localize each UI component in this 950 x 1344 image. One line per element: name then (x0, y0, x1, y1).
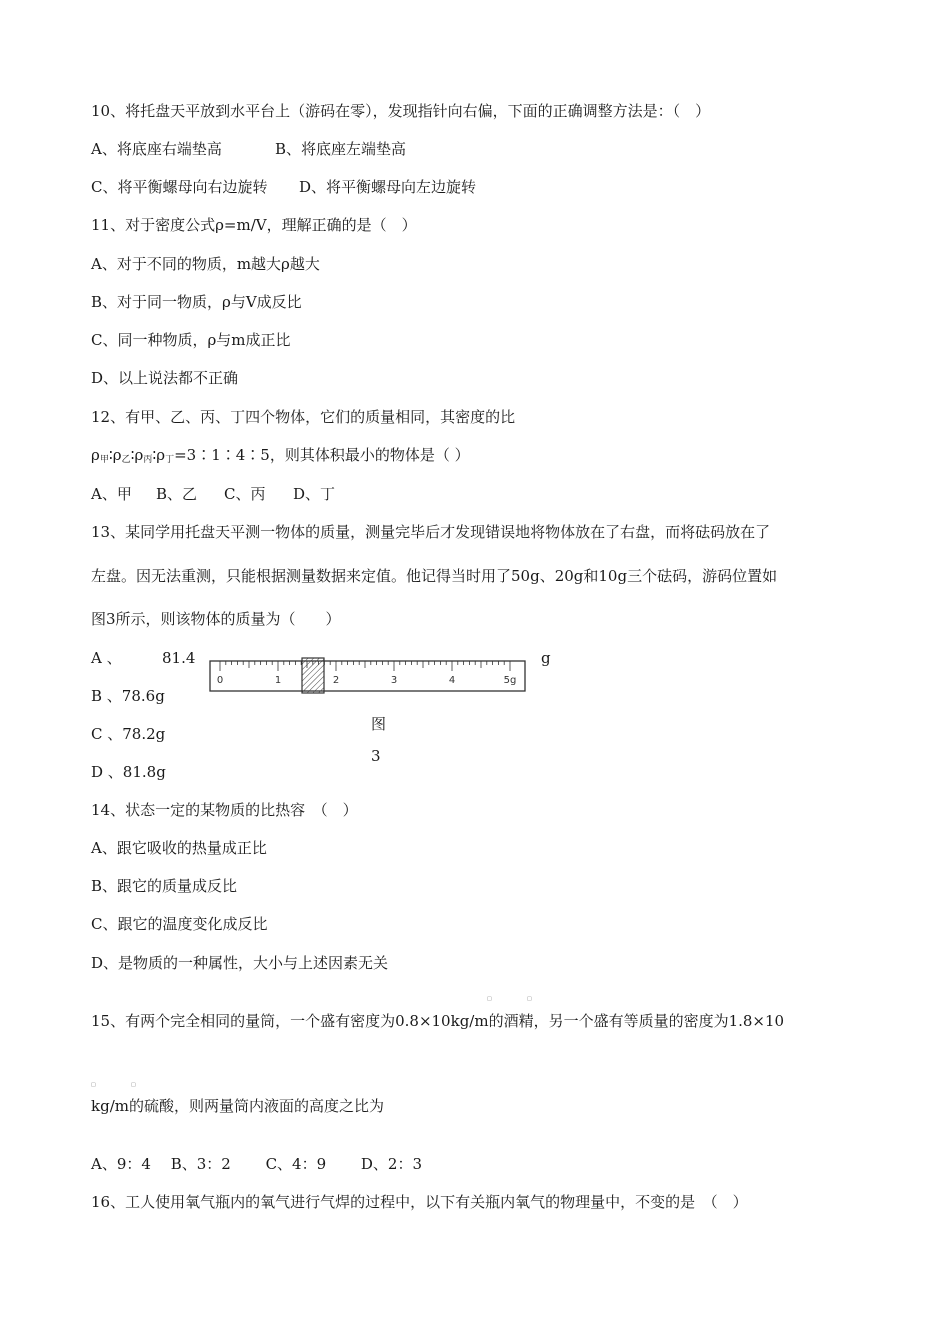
q12-option-a: A、甲 (91, 485, 132, 503)
ratio-colon: ∶ (130, 446, 135, 464)
q12-stem: 12、有甲、乙、丙、丁四个物体，它们的质量相同，其密度的比 (91, 408, 516, 426)
q16-stem: 16、工人使用氧气瓶内的氧气进行气焊的过程中，以下有关瓶内氧气的物理量中，不变的是 （ ） (91, 1193, 748, 1211)
q12-option-c: C、丙 (224, 485, 266, 503)
subscript-jia: 甲 (99, 455, 109, 465)
q13-option-a-label: A 、 (91, 649, 122, 667)
q13-option-d: D 、81.8g (91, 763, 166, 781)
rho-symbol: ρ (156, 446, 166, 464)
faint-mark: □ (131, 1082, 136, 1088)
faint-mark: □ (487, 996, 492, 1002)
q13-option-a-unit: g (541, 649, 551, 667)
q13-stem-line2: 左盘。因无法重测，只能根据测量数据来定值。他记得当时用了50g、20g和10g三个砝码，游码位置如 (91, 567, 778, 585)
q10-option-d: D、将平衡螺母向左边旋转 (299, 178, 477, 196)
rho-symbol: ρ (134, 446, 144, 464)
q11-option-a: A、对于不同的物质，m越大ρ越大 (91, 255, 320, 273)
scale-label: 3 (390, 675, 398, 686)
ratio-colon: ∶ (108, 446, 113, 464)
ratio-tail: =3∶1∶4∶5，则其体积最小的物体是（ ） (174, 446, 470, 464)
q13-stem-line1: 13、某同学用托盘天平测一物体的质量，测量完毕后才发现错误地将物体放在了右盘，而将砝码放在了 (91, 523, 771, 541)
q13-stem-line3: 图3所示，则该物体的质量为（ ） (91, 610, 341, 628)
q12-option-b: B、乙 (156, 485, 198, 503)
scale-label: 1 (274, 675, 282, 686)
q15-options: A、9：4 B、3：2 C、4：9 D、2：3 (91, 1155, 423, 1173)
q15-line2 (91, 1096, 384, 1116)
scale-label: 2 (332, 675, 340, 686)
faint-mark: □ (527, 996, 532, 1002)
figure-caption-2: 3 (371, 747, 381, 765)
q14-option-d: D、是物质的一种属性，大小与上述因素无关 (91, 954, 389, 972)
scale-body (210, 661, 525, 691)
rider-scale-figure (208, 656, 528, 696)
q12-density-ratio (91, 445, 470, 470)
q12-option-d: D、丁 (293, 485, 336, 503)
scale-label: 0 (216, 675, 224, 686)
subscript-yi: 乙 (121, 455, 131, 465)
q15-line2-part1: kg/m (91, 1097, 129, 1115)
q11-stem: 11、对于密度公式ρ=m/V，理解正确的是（ ） (91, 216, 417, 234)
q14-option-b: B、跟它的质量成反比 (91, 877, 238, 895)
q11-option-b: B、对于同一物质，ρ与V成反比 (91, 293, 302, 311)
subscript-bing: 丙 (143, 455, 153, 465)
q11-option-d: D、以上说法都不正确 (91, 369, 239, 387)
q13-option-b: B 、78.6g (91, 687, 165, 705)
q13-option-a-value: 81.4 (162, 649, 196, 667)
q11-option-c: C、同一种物质，ρ与m成正比 (91, 331, 291, 349)
rho-symbol: ρ (91, 446, 100, 464)
scale-label: 5g (503, 675, 517, 686)
q14-option-c: C、跟它的温度变化成反比 (91, 915, 268, 933)
q14-option-a: A、跟它吸收的热量成正比 (91, 839, 267, 857)
rho-symbol: ρ (112, 446, 122, 464)
scale-label: 4 (448, 675, 456, 686)
figure-caption-1: 图 (371, 715, 387, 733)
ratio-colon: ∶ (152, 446, 157, 464)
q15-line2-part2: 的硫酸，则两量筒内液面的高度之比为 (128, 1097, 384, 1115)
q10-stem: 10、将托盘天平放到水平台上（游码在零），发现指针向右偏，下面的正确调整方法是：（ ） (91, 102, 711, 120)
q10-option-b: B、将底座左端垫高 (275, 140, 407, 158)
rider-slider (302, 658, 324, 693)
q10-option-a: A、将底座右端垫高 (91, 140, 222, 158)
q15-line1-part2: kg/m (450, 1012, 489, 1030)
q10-option-c: C、将平衡螺母向右边旋转 (91, 178, 268, 196)
q15-line1-part3: 的酒精，另一个盛有等质量的密度为1.8×10 (488, 1012, 785, 1030)
q13-option-c: C 、78.2g (91, 725, 166, 743)
faint-mark: □ (91, 1082, 96, 1088)
q15-line1-part1: 15、有两个完全相同的量筒，一个盛有密度为0.8×10 (91, 1012, 451, 1030)
subscript-ding: 丁 (165, 455, 175, 465)
q14-stem: 14、状态一定的某物质的比热容 （ ） (91, 801, 358, 819)
q15-line1 (91, 1011, 784, 1031)
